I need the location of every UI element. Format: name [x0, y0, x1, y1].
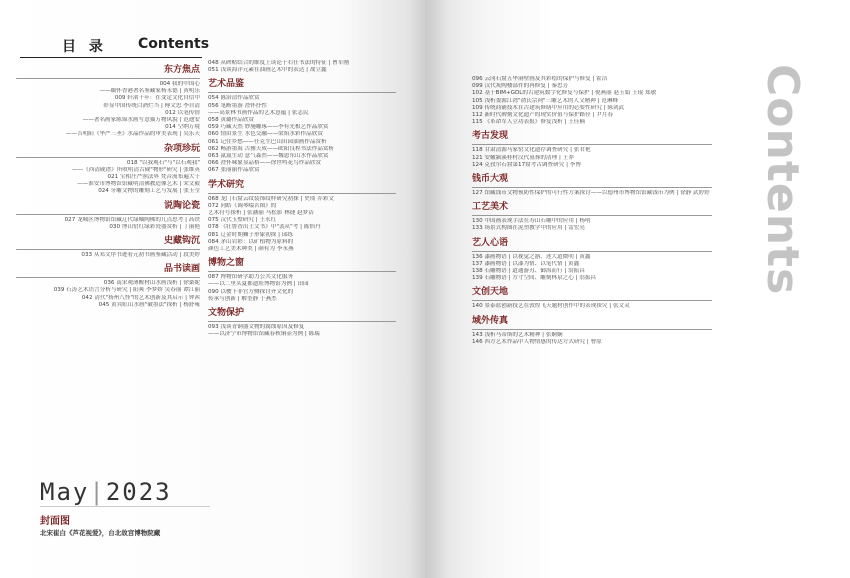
toc-entry: 087 博物馆研学助力公共文化服务: [208, 274, 294, 281]
toc-section: [208, 78, 396, 174]
toc-section: [472, 286, 712, 310]
toc-section: [472, 237, 712, 283]
toc-entry: 109 传统商铺技术在古建筑修缮中应用的必要性研究 | 陈剑武: [472, 104, 625, 111]
section-title: 考古发现: [472, 131, 509, 142]
toc-entry: 068 龙门石窟云纹装饰纹样研究初探 | 史琰 乔彩文: [208, 195, 334, 202]
toc-entry: 051 浅谈海洋元素在油画艺术中的表达 | 战立鑫: [208, 67, 327, 74]
toc-entry: 138 石雕物语 | 道通游刃、御海而行 | 翁振昌: [472, 268, 585, 275]
toc-entry: 072 同皓《调琴啜茗图》的: [208, 202, 277, 209]
toc-section: [472, 201, 712, 232]
toc-entry: 127 馆藏钱币文物预防性保护的可行性方案探讨——以德州市博物馆馆藏钱币为例 | 徐静 武婷婷: [472, 190, 710, 197]
toc-section: [472, 315, 712, 346]
toc-entry: 137 漆画物语 | 以漆为情、以笔代情 | 黄鑫: [472, 260, 580, 267]
toc-entry: 传承与创新 | 解奎静 于燕杰: [208, 295, 277, 302]
issue-date: [40, 478, 172, 506]
toc-entry: 066 澄怀味象显品格——徐世鸣花鸟作品欣赏: [208, 160, 322, 167]
toc-entry: 136 漆画物语 | 以视觉之器、述大道微明 | 黄鑫: [472, 253, 591, 260]
toc-entry: 081 辽金时期狮子形象初探 | 邱练: [208, 231, 294, 238]
toc-entry: 078 《壮鲁香出土文书》中"裴从"考 | 陈怡丹: [208, 224, 321, 231]
toc-entry: 彰显中国传统白酒烂当 | 傅文忠 李自清: [103, 102, 200, 109]
toc-section: [208, 307, 396, 338]
section-title: 文物保护: [208, 308, 245, 319]
toc-header: [20, 36, 210, 58]
toc-section: [16, 263, 200, 309]
toc-entry: 021 宝相庄严照法界 梵音流布遍大千: [107, 174, 200, 181]
section-title: 艺人心语: [472, 237, 509, 248]
toc-entry: 075 汉代玉璧研究 | 王永红: [208, 217, 277, 224]
section-title: 杂项珍玩: [163, 143, 200, 154]
toc-section: [16, 235, 200, 259]
toc-entry: 004 我的中国心: [159, 81, 200, 87]
toc-entry: 056 笔断墨游 澄怀抒性: [208, 102, 267, 109]
toc-entry: 045 黄宾虹山水画"破墨法"探析 | 杨舒雍: [98, 301, 200, 308]
section-title: 史藏钩沉: [163, 236, 200, 247]
section-rule: [472, 300, 712, 301]
toc-header-rule: [20, 57, 202, 58]
cover-caption: 北宋崔白《芦花视爱》，台北故宫博物院藏: [40, 529, 161, 537]
cover-label: 封面图: [40, 516, 70, 527]
toc-column-right: [472, 76, 712, 346]
toc-entry: 084 茅山岩彩：以矿植物为原料的: [208, 238, 294, 245]
section-rule: [472, 215, 712, 216]
toc-entry: 012 以笔传情: [165, 109, 200, 116]
section-title: 工艺美术: [472, 202, 509, 213]
issue-year: 2023: [105, 478, 172, 506]
contents-vertical-watermark: [757, 64, 808, 296]
toc-entry: ——缅怀香港著名鉴藏家杨永德 | 黄明乐: [99, 88, 200, 95]
section-title: 域外传真: [472, 315, 509, 326]
toc-entry: 130 中国画表现手法在寿山石雕中的应用 | 杨明: [472, 218, 591, 225]
toc-entry: 140 景泰蓝创新技艺在敦煌飞天题材创作中的表现探究 | 张文灵: [472, 303, 630, 310]
toc-entry: 124 克孜尔石窟第17窟考古调查研究 | 李博: [472, 161, 581, 168]
toc-entry: 139 石雕物语 | 方寸空间、雕刻林泉之心 | 翁振昌: [472, 275, 597, 282]
toc-entry: 099 汉代灰陶楼部件的再修复 | 秦忠芳: [472, 83, 569, 90]
issue-month: May: [40, 478, 90, 506]
toc-entry: 058 黄璐作品欣赏: [208, 117, 255, 124]
toc-entry: 090 以樱下非官方侧探讨齐文化的: [208, 288, 294, 295]
section-rule: [16, 249, 200, 250]
toc-section: [16, 64, 200, 139]
toc-section: [208, 257, 396, 303]
toc-entry: ——淮安市博物馆馆藏明清佛教造像艺术 | 宋文毅: [77, 181, 200, 188]
section-title: 博物之窗: [208, 258, 245, 269]
section-rule: [208, 193, 396, 194]
toc-entry: 096 云冈石窟五华洞壁画及其彩绘的保护与修复 | 霍洁: [472, 76, 608, 82]
toc-entry: 115 《革命军人立功表报》修复浅析 | 王佳楠: [472, 119, 585, 126]
toc-section: [16, 143, 200, 196]
toc-entry: 093 浅谈青铜器文物的腐蚀原因及修复: [208, 324, 305, 331]
toc-entry: 014 空纳万境: [165, 124, 200, 131]
toc-column-middle: [208, 60, 396, 338]
issue-separator: |: [89, 478, 106, 506]
toc-entry: 059 巧藏天然 妙施雕琢——李有光根艺作品欣赏: [208, 124, 329, 131]
toc-section: [472, 76, 712, 126]
toc-entry: 033 从邓文序书迹看元初书画鉴藏活动 | 段美婷: [81, 252, 200, 259]
section-rule: [16, 214, 200, 215]
toc-entry: 133 场景式构图在泥塑教学中的应用 | 雷宏亮: [472, 225, 585, 232]
toc-entry: 060 情由景生 水色交融——梁焰水彩作品欣赏: [208, 131, 323, 138]
section-rule: [472, 329, 712, 330]
toc-entry: 030 博山窑红绿彩瓷器赏析 | 丁丽艳: [109, 223, 200, 230]
toc-entry: 024 牙雕文物的雕刻工艺与发展 | 张玉莹: [98, 188, 200, 195]
toc-entry: 018 "以我观石"与"以石观我": [126, 159, 200, 166]
section-title: 东方焦点: [163, 65, 200, 75]
section-rule: [208, 92, 396, 93]
section-title: 说陶论瓷: [163, 200, 200, 211]
toc-title-en: Contents: [138, 36, 210, 52]
section-title: 文创天地: [472, 287, 509, 298]
toc-entry: 颜色工艺美术种类 | 颜有为 李永燕: [208, 246, 294, 253]
toc-entry: 054 陈治清作品欣赏: [208, 95, 260, 102]
toc-entry: 146 西方艺术作品中人物情感的传达方式研究 | 曹原: [472, 338, 602, 345]
toc-section: [208, 179, 396, 254]
toc-entry: 118 甘肃清源马家窑文化遗存调查研究 | 张君艳: [472, 147, 591, 154]
toc-section: [472, 173, 712, 197]
section-rule: [208, 271, 396, 272]
toc-entry: 062 畅游墨海 古雅天成——欧阳良程书法作品赏析: [208, 145, 335, 152]
section-rule: [472, 144, 712, 145]
toc-entry: ——以济宁市博物馆馆藏春秋铜壶为例 | 陈瑞: [208, 331, 320, 338]
toc-entry: 112 新时代碑刻文化遗产的现实价值与保护路径 | 尹月春: [472, 112, 613, 119]
toc-entry: 009 轩渚千年：在变定文化自信中: [114, 95, 200, 102]
toc-entry: 063 氤氲生动 意气森然——魏恩东山水作品欣赏: [208, 153, 329, 160]
toc-entry: 121 安徽颍溪桂村汉代墓葬的清理 | 王莽: [472, 154, 574, 161]
section-rule: [16, 277, 200, 278]
toc-entry: 105 浅析娄源江湾"俞氏宗祠"三雕艺术的人文精神 | 范琳峰: [472, 97, 619, 104]
toc-entry: ——吉明阳《华严三圣》水晶作品的审美表现 | 吴乐天: [65, 131, 200, 138]
section-rule: [472, 251, 712, 252]
toc-title-cn: 目 录: [62, 39, 107, 55]
toc-column-left: [16, 60, 200, 309]
toc-entry: 039 石涛艺术语言分析与研究 | 阳爽 李梦娇 吴春丽 谭江丽: [53, 287, 200, 294]
toc-entry: 艺术符号探析 | 张涵丽 马松影 林捷 赵梦洁: [208, 210, 314, 217]
toc-section: [208, 60, 396, 74]
toc-entry: ——高景林书画作品的艺术意蕴 | 张志民: [208, 109, 309, 116]
section-title: 艺术品鉴: [208, 79, 245, 90]
section-title: 品书读画: [163, 264, 200, 275]
toc-entry: ——著名画家陈锦水画写意猫万物风貌 | 范迪安: [82, 117, 200, 124]
toc-entry: 027 龙城区博物馆馆藏辽代绿釉陶佛的几点思考 | 高铁: [64, 216, 200, 223]
section-rule: [472, 187, 712, 188]
toc-entry: 061 记住乡愁——任克生巴山田园油画作品赏析: [208, 138, 327, 145]
toc-entry: 102 基于BIM+GDL的古建筑数字化修复与保护 | 倪燕丽 赵玉娟 王琨 郑敏: [472, 90, 657, 97]
section-rule: [16, 78, 200, 79]
section-title: 学术研究: [208, 179, 245, 190]
toc-section: [16, 200, 200, 231]
toc-entry: 048 从碑帖结合的维度上谈论于右任书法的特征 | 曹军刚: [208, 60, 349, 66]
toc-entry: 042 清代"扬州八怪"的艺术创新及其启示 | 钟茜: [81, 294, 200, 301]
toc-entry: 036 南宋观薄醒材山水画浅析 | 徐桑妮: [103, 280, 200, 287]
section-rule: [16, 157, 200, 158]
toc-section: [472, 130, 712, 169]
section-title: 钱币大观: [472, 174, 509, 185]
issue-rule: [40, 506, 210, 507]
toc-entry: 143 浅析马蒂斯的艺术精神 | 张娴娴: [472, 331, 563, 338]
contents-vertical-text: Contents: [757, 64, 808, 296]
toc-entry: ——以二里头夏都遗址博物馆为例 | 田园: [208, 281, 309, 288]
toc-entry: 067 张丽丽作品欣赏: [208, 167, 260, 174]
toc-entry: ——《西清砚谱》所收明清古砚"物形"研究 | 张维英: [71, 166, 200, 173]
section-rule: [208, 321, 396, 322]
